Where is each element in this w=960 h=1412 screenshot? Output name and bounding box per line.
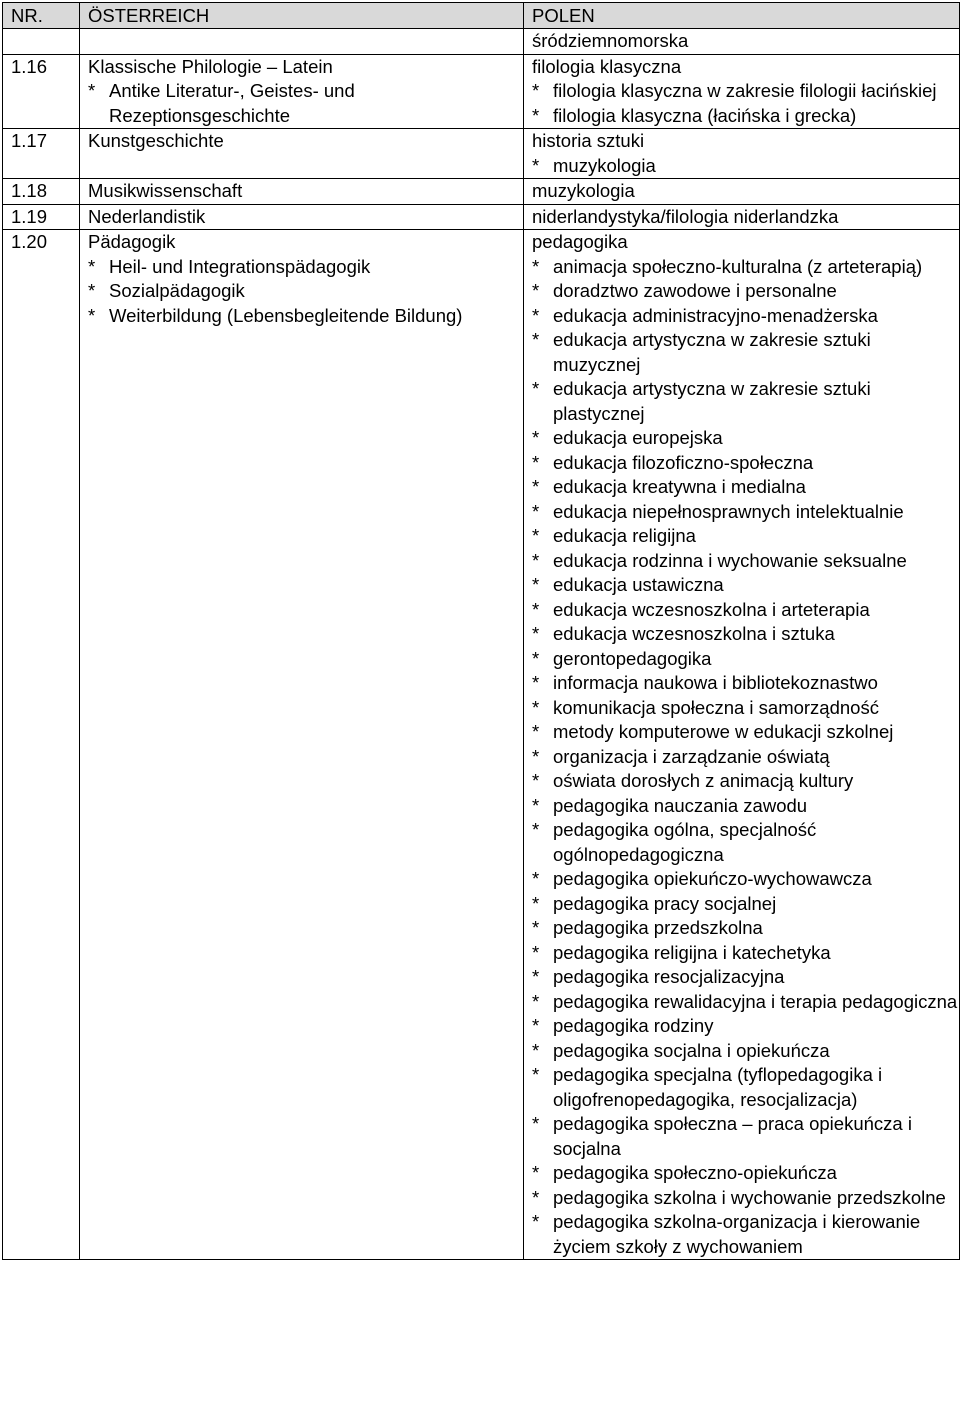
list-item: * pedagogika resocjalizacyjna xyxy=(532,965,959,990)
poland-cell xyxy=(524,129,960,179)
list-item: * animacja społeczno-kulturalna (z arteterapią) xyxy=(532,255,959,280)
poland-cell xyxy=(524,54,960,129)
poland-main: historia sztuki xyxy=(532,130,645,151)
austria-cell xyxy=(80,179,524,205)
list-item: * pedagogika pracy socjalnej xyxy=(532,892,959,917)
poland-sublist xyxy=(532,154,959,179)
table-row xyxy=(3,29,960,55)
list-item: * filologia klasyczna (łacińska i grecka) xyxy=(532,104,959,129)
table-header-row xyxy=(3,3,960,29)
austria-main: Kunstgeschichte xyxy=(88,130,224,151)
nr-cell xyxy=(3,29,80,55)
list-item: * Weiterbildung (Lebensbegleitende Bildung) xyxy=(88,304,523,329)
list-item: * pedagogika szkolna i wychowanie przedszkolne xyxy=(532,1186,959,1211)
list-item: * filologia klasyczna w zakresie filologii łacińskiej xyxy=(532,79,959,104)
nr-cell: 1.20 xyxy=(3,230,80,1260)
list-item: * edukacja artystyczna w zakresie sztuki muzycznej xyxy=(532,328,959,377)
list-item: * doradztwo zawodowe i personalne xyxy=(532,279,959,304)
list-item: * pedagogika opiekuńczo-wychowawcza xyxy=(532,867,959,892)
austria-main: Klassische Philologie – Latein xyxy=(88,55,333,77)
poland-main: muzykologia xyxy=(532,180,635,201)
austria-cell xyxy=(80,29,524,55)
austria-main: Pädagogik xyxy=(88,231,176,252)
poland-cell xyxy=(524,179,960,205)
list-item: * pedagogika specjalna (tyflopedagogika i oligofrenopedagogika, resocjalizacja) xyxy=(532,1063,959,1112)
nr-cell: 1.17 xyxy=(3,129,80,179)
header-austria: ÖSTERREICH xyxy=(80,3,524,29)
poland-cell xyxy=(524,204,960,230)
poland-sublist xyxy=(532,255,959,1260)
list-item: * muzykologia xyxy=(532,154,959,179)
austria-sublist xyxy=(88,79,523,128)
nr-cell: 1.19 xyxy=(3,204,80,230)
list-item: * Antike Literatur-, Geistes- und Rezeptionsgeschichte xyxy=(88,79,523,128)
table-row xyxy=(3,54,960,129)
austria-main: Nederlandistik xyxy=(88,205,206,227)
list-item: * informacja naukowa i bibliotekoznastwo xyxy=(532,671,959,696)
list-item: * edukacja administracyjno-menadżerska xyxy=(532,304,959,329)
document-page xyxy=(0,2,960,1412)
list-item: * organizacja i zarządzanie oświatą xyxy=(532,745,959,770)
list-item: * pedagogika rewalidacyjna i terapia pedagogiczna xyxy=(532,990,959,1015)
poland-main: niderlandystyka/filologia niderlandzka xyxy=(532,205,839,227)
list-item: * edukacja niepełnosprawnych intelektualnie xyxy=(532,500,959,525)
poland-main: pedagogika xyxy=(532,231,628,252)
list-item: * pedagogika nauczania zawodu xyxy=(532,794,959,819)
list-item: * pedagogika rodziny xyxy=(532,1014,959,1039)
list-item: * pedagogika socjalna i opiekuńcza xyxy=(532,1039,959,1064)
list-item: * edukacja religijna xyxy=(532,524,959,549)
list-item: * edukacja wczesnoszkolna i arteterapia xyxy=(532,598,959,623)
list-item: * oświata dorosłych z animacją kultury xyxy=(532,769,959,794)
nr-cell: 1.16 xyxy=(3,54,80,129)
list-item: * edukacja artystyczna w zakresie sztuki plastycznej xyxy=(532,377,959,426)
austria-cell xyxy=(80,54,524,129)
table-row xyxy=(3,179,960,205)
poland-cell xyxy=(524,29,960,55)
list-item: * komunikacja społeczna i samorządność xyxy=(532,696,959,721)
austria-cell xyxy=(80,230,524,1260)
list-item: * edukacja filozoficzno-społeczna xyxy=(532,451,959,476)
header-poland: POLEN xyxy=(524,3,960,29)
list-item: * gerontopedagogika xyxy=(532,647,959,672)
comparison-table xyxy=(2,2,960,1260)
nr-cell: 1.18 xyxy=(3,179,80,205)
list-item: * edukacja kreatywna i medialna xyxy=(532,475,959,500)
list-item: * pedagogika przedszkolna xyxy=(532,916,959,941)
list-item: * pedagogika szkolna-organizacja i kierowanie życiem szkoły z wychowaniem xyxy=(532,1210,959,1259)
list-item: * Heil- und Integrationspädagogik xyxy=(88,255,523,280)
list-item: * pedagogika religijna i katechetyka xyxy=(532,941,959,966)
list-item: * pedagogika społeczna – praca opiekuńcza i socjalna xyxy=(532,1112,959,1161)
poland-cell xyxy=(524,230,960,1260)
list-item: * edukacja wczesnoszkolna i sztuka xyxy=(532,622,959,647)
list-item: * Sozialpädagogik xyxy=(88,279,523,304)
table-row xyxy=(3,230,960,1260)
poland-main: śródziemnomorska xyxy=(532,30,689,51)
austria-main: Musikwissenschaft xyxy=(88,180,243,201)
poland-sublist xyxy=(532,79,959,128)
austria-sublist xyxy=(88,255,523,329)
list-item: * metody komputerowe w edukacji szkolnej xyxy=(532,720,959,745)
list-item: * edukacja ustawiczna xyxy=(532,573,959,598)
list-item: * edukacja europejska xyxy=(532,426,959,451)
austria-cell xyxy=(80,204,524,230)
header-nr: NR. xyxy=(3,3,80,29)
list-item: * pedagogika ogólna, specjalność ogólnopedagogiczna xyxy=(532,818,959,867)
poland-main: filologia klasyczna xyxy=(532,55,682,77)
list-item: * pedagogika społeczno-opiekuńcza xyxy=(532,1161,959,1186)
table-row xyxy=(3,204,960,230)
austria-cell xyxy=(80,129,524,179)
table-row xyxy=(3,129,960,179)
list-item: * edukacja rodzinna i wychowanie seksualne xyxy=(532,549,959,574)
